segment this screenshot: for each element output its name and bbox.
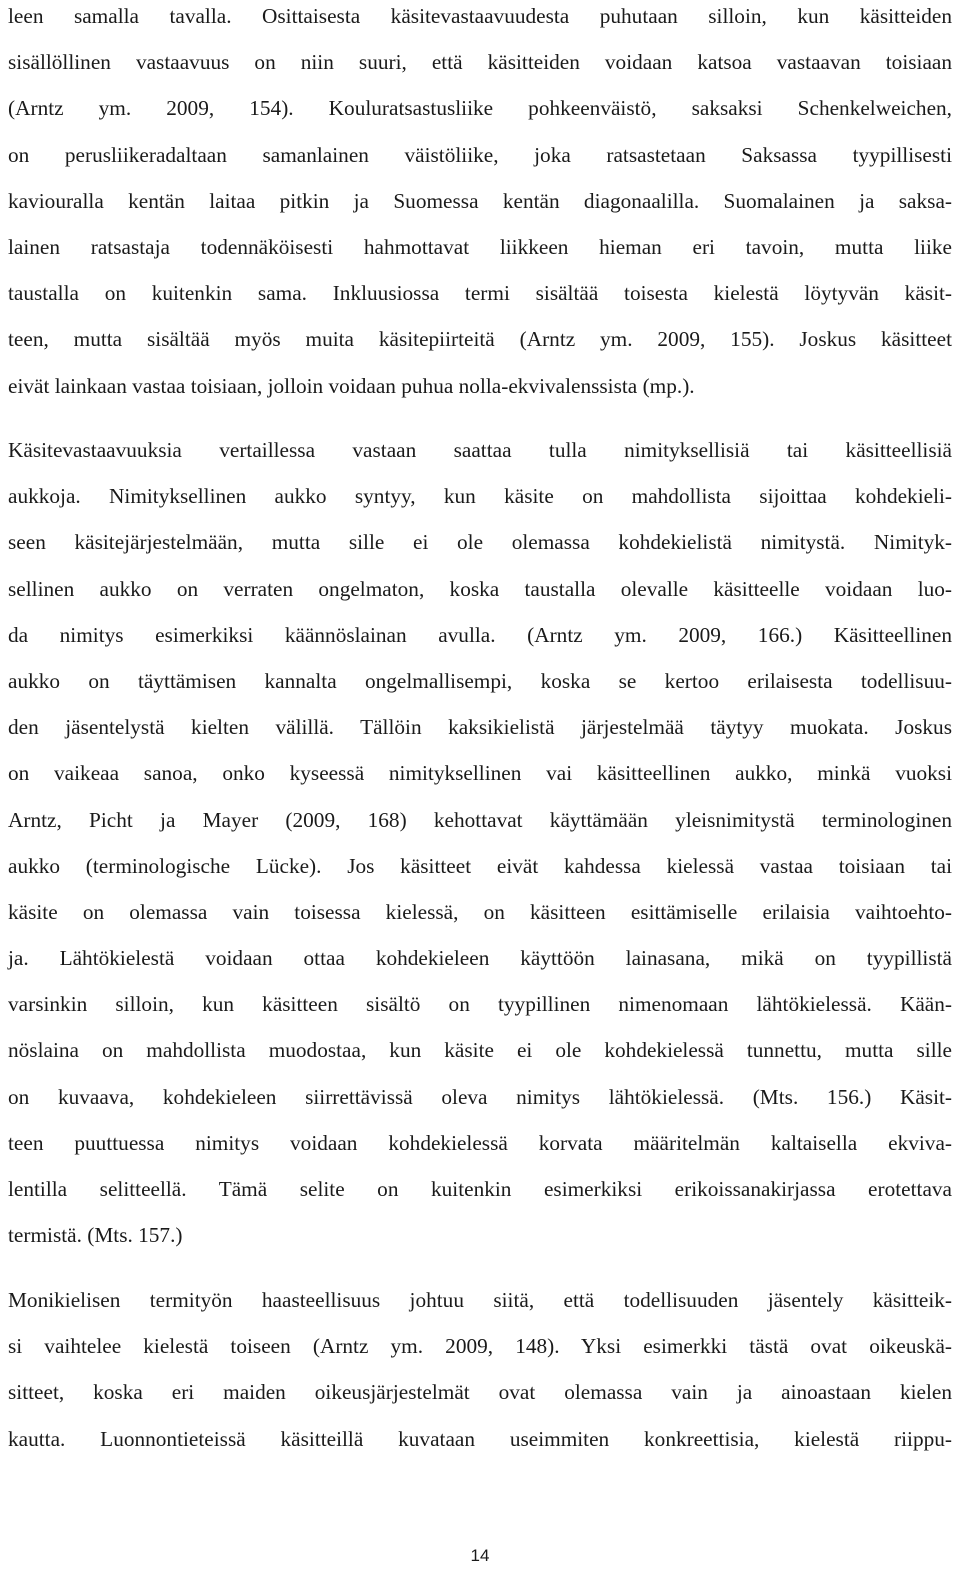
text-line: lainen ratsastaja todennäköisesti hahmottavat liikkeen hieman eri tavoin, mutta liike (8, 234, 952, 259)
text-line: leen samalla tavalla. Osittaisesta käsitevastaavuudesta puhutaan silloin, kun käsitteiden (8, 4, 952, 28)
text-line: den jäsentelystä kielten välillä. Tällöin kaksikielistä järjestelmää täytyy muokata. Joskus (8, 715, 952, 740)
text-line: Käsitevastaavuuksia vertaillessa vastaan saattaa tulla nimityksellisiä tai käsitteellisiä (8, 438, 952, 462)
text-line: kautta. Luonnontieteissä käsitteillä kuvataan useimmiten konkreettisia, kielestä riippu- (8, 1426, 952, 1451)
text-line: aukkoja. Nimityksellinen aukko syntyy, kun käsite on mahdollista sijoittaa kohdekieli- (8, 484, 952, 509)
text-line: on kuvaava, kohdekieleen siirrettävissä oleva nimitys lähtökielessä. (Mts. 156.) Käsit- (8, 1084, 952, 1109)
text-line: da nimitys esimerkiksi käännöslainan avulla. (Arntz ym. 2009, 166.) Käsitteellinen (8, 622, 952, 647)
text-line: sellinen aukko on verraten ongelmaton, koska taustalla olevalle käsitteelle voidaan luo- (8, 576, 952, 601)
text-line: eivät lainkaan vastaa toisiaan, jolloin voidaan puhua nolla-ekvivalenssista (mp.). (8, 373, 695, 398)
text-line: on perusliikeradaltaan samanlainen väistöliike, joka ratsastetaan Saksassa tyypillisesti (8, 142, 952, 167)
text-line: si vaihtelee kielestä toiseen (Arntz ym. 2009, 148). Yksi esimerkki tästä ovat oikeuskä- (8, 1334, 952, 1359)
text-line: sisällöllinen vastaavuus on niin suuri, että käsitteiden voidaan katsoa vastaavan toisiaan (8, 50, 952, 75)
text-line: Arntz, Picht ja Mayer (2009, 168) kehottavat käyttämään yleisnimitystä terminologinen (8, 807, 952, 832)
paragraph-1 (8, 0, 952, 416)
text-line: teen, mutta sisältää myös muita käsitepiirteitä (Arntz ym. 2009, 155). Joskus käsitteet (8, 327, 952, 352)
text-line: on vaikeaa sanoa, onko kyseessä nimityksellinen vai käsitteellinen aukko, minkä vuoksi (8, 761, 952, 786)
text-line: nöslaina on mahdollista muodostaa, kun käsite ei ole kohdekielessä tunnettu, mutta sille (8, 1038, 952, 1063)
text-line: Monikielisen termityön haasteellisuus johtuu siitä, että todellisuuden jäsentely käsitteik- (8, 1288, 952, 1312)
text-line: sitteet, koska eri maiden oikeusjärjestelmät ovat olemassa vain ja ainoastaan kielen (8, 1380, 952, 1405)
text-line: ja. Lähtökielestä voidaan ottaa kohdekieleen käyttöön lainasana, mikä on tyypillistä (8, 946, 952, 971)
paragraph-2 (8, 434, 952, 1265)
text-line: taustalla on kuitenkin sama. Inkluusiossa termi sisältää toisesta kielestä löytyvän käsit- (8, 281, 952, 306)
text-line: (Arntz ym. 2009, 154). Kouluratsastusliike pohkeenväistö, saksaksi Schenkelweichen, (8, 96, 952, 121)
text-line: termistä. (Mts. 157.) (8, 1223, 183, 1248)
text-line: käsite on olemassa vain toisessa kielessä, on käsitteen esittämiselle erilaisia vaihtoehto- (8, 899, 952, 924)
text-line: seen käsitejärjestelmään, mutta sille ei ole olemassa kohdekielistä nimitystä. Nimityk- (8, 530, 952, 555)
text-line: varsinkin silloin, kun käsitteen sisältö on tyypillinen nimenomaan lähtökielessä. Kään- (8, 992, 952, 1017)
text-line: lentilla selitteellä. Tämä selite on kuitenkin esimerkiksi erikoissanakirjassa erotettava (8, 1177, 952, 1201)
text-line: aukko on täyttämisen kannalta ongelmallisempi, koska se kertoo erilaisesta todellisuu- (8, 668, 952, 693)
paragraph-3 (8, 1284, 952, 1469)
text-line: teen puuttuessa nimitys voidaan kohdekielessä korvata määritelmän kaltaisella ekviva- (8, 1130, 952, 1155)
text-line: kaviouralla kentän laitaa pitkin ja Suomessa kentän diagonaalilla. Suomalainen ja saksa- (8, 188, 952, 213)
page-number: 14 (470, 1546, 490, 1565)
text-line: aukko (terminologische Lücke). Jos käsitteet eivät kahdessa kielessä vastaa toisiaan tai (8, 853, 952, 878)
